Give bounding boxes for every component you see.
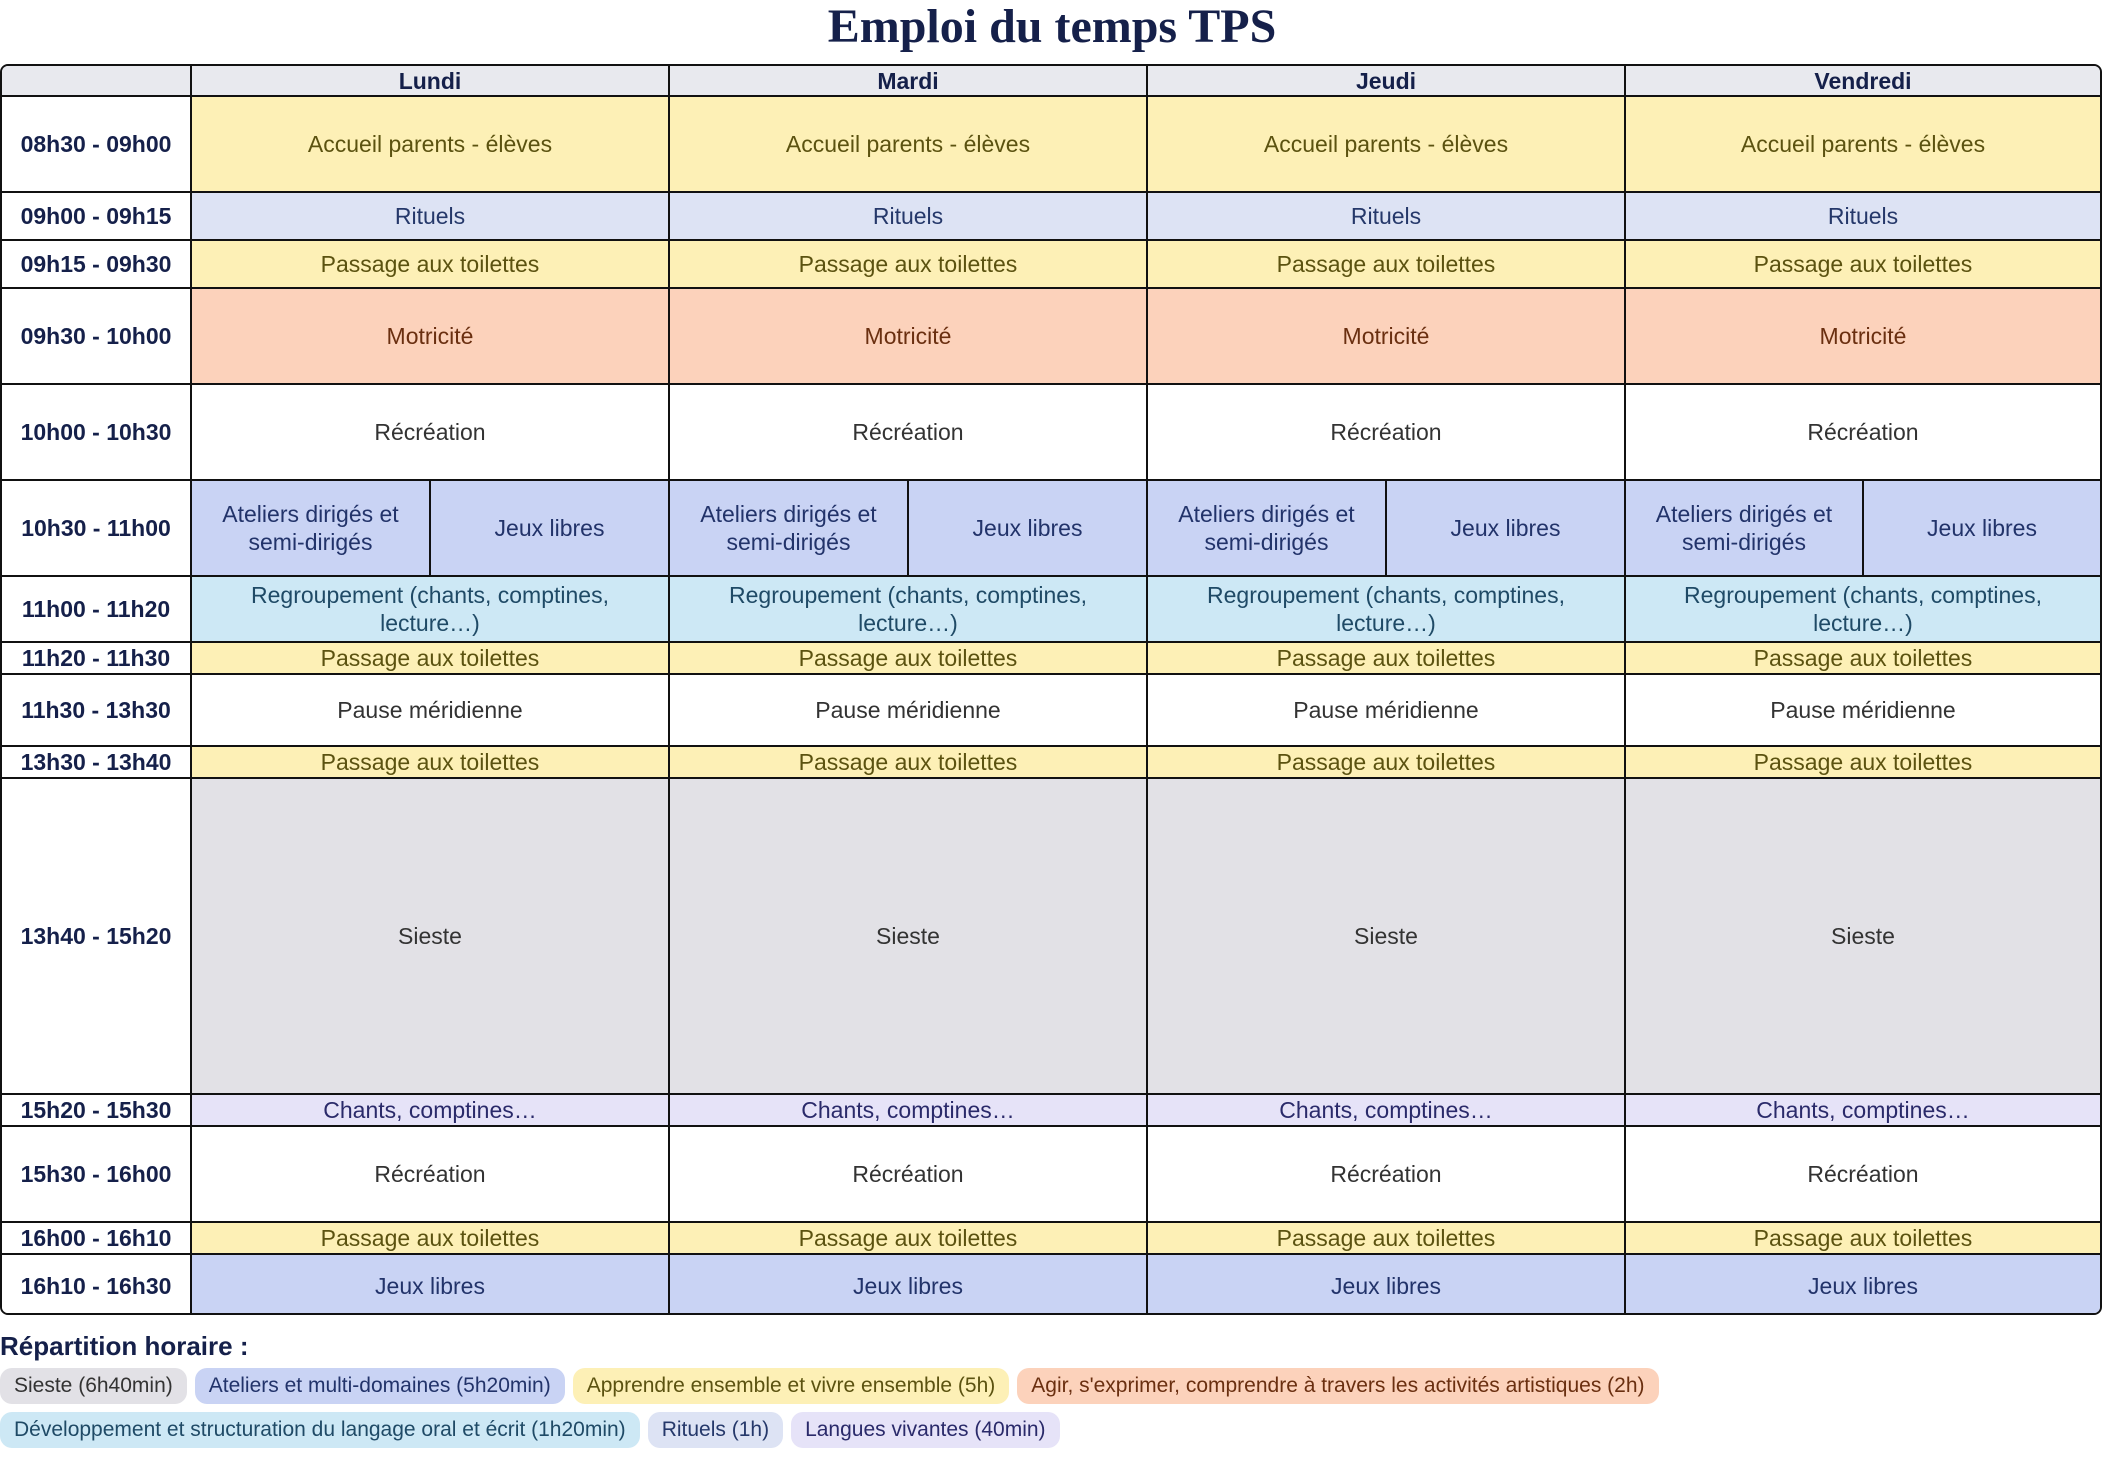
activity-cell-toil: Passage aux toilettes	[1626, 1223, 2102, 1255]
activity-cell-jeux: Jeux libres	[670, 1255, 1148, 1315]
day-header-jeudi: Jeudi	[1148, 66, 1626, 97]
activity-cell-ateliers: Ateliers dirigés et semi-dirigés	[192, 481, 431, 577]
activity-cell-recre: Récréation	[192, 1127, 670, 1223]
activity-cell-ateliers: Ateliers dirigés et semi-dirigés	[670, 481, 909, 577]
legend-chip: Rituels (1h)	[648, 1412, 783, 1448]
activity-cell-toil: Passage aux toilettes	[670, 747, 1148, 779]
page-title: Emploi du temps TPS	[827, 0, 1277, 53]
activity-cell-toil: Passage aux toilettes	[670, 643, 1148, 675]
activity-cell-regroup: Regroupement (chants, comptines, lecture…)	[1626, 577, 2102, 643]
activity-cell-recre: Récréation	[192, 385, 670, 481]
activity-cell-jeux-libres: Jeux libres	[1387, 481, 1626, 577]
activity-cell-toil: Passage aux toilettes	[1148, 747, 1626, 779]
activity-cell-recre: Récréation	[670, 1127, 1148, 1223]
activity-cell-pause: Pause méridienne	[1626, 675, 2102, 747]
activity-cell-regroup: Regroupement (chants, comptines, lecture…)	[1148, 577, 1626, 643]
activity-cell-jeux: Jeux libres	[1626, 1255, 2102, 1315]
time-slot: 10h00 - 10h30	[2, 385, 192, 481]
schedule-table	[0, 64, 2102, 1315]
activity-cell-pause: Pause méridienne	[670, 675, 1148, 747]
activity-cell-accueil: Accueil parents - élèves	[1626, 97, 2102, 193]
activity-cell-toil: Passage aux toilettes	[1148, 643, 1626, 675]
time-slot: 11h30 - 13h30	[2, 675, 192, 747]
activity-cell-jeux-libres: Jeux libres	[431, 481, 670, 577]
activity-cell-accueil: Accueil parents - élèves	[1148, 97, 1626, 193]
activity-cell-jeux-libres: Jeux libres	[909, 481, 1148, 577]
time-slot: 09h00 - 09h15	[2, 193, 192, 241]
activity-cell-chants: Chants, comptines…	[192, 1095, 670, 1127]
activity-cell-motr: Motricité	[1626, 289, 2102, 385]
activity-cell-jeux: Jeux libres	[192, 1255, 670, 1315]
time-slot: 16h00 - 16h10	[2, 1223, 192, 1255]
activity-cell-pause: Pause méridienne	[192, 675, 670, 747]
legend-chip: Agir, s'exprimer, comprendre à travers les activités artistiques (2h)	[1017, 1368, 1658, 1404]
time-slot: 10h30 - 11h00	[2, 481, 192, 577]
activity-cell-sieste: Sieste	[670, 779, 1148, 1095]
header-corner	[2, 66, 192, 97]
activity-cell-motr: Motricité	[1148, 289, 1626, 385]
legend-chip: Ateliers et multi-domaines (5h20min)	[195, 1368, 565, 1404]
activity-cell-motr: Motricité	[192, 289, 670, 385]
activity-cell-accueil: Accueil parents - élèves	[670, 97, 1148, 193]
legend-chip: Apprendre ensemble et vivre ensemble (5h)	[573, 1368, 1010, 1404]
time-slot: 15h20 - 15h30	[2, 1095, 192, 1127]
activity-cell-recre: Récréation	[1626, 385, 2102, 481]
activity-cell-toil: Passage aux toilettes	[192, 747, 670, 779]
activity-cell-sieste: Sieste	[1626, 779, 2102, 1095]
time-slot: 13h30 - 13h40	[2, 747, 192, 779]
activity-cell-rituels: Rituels	[1626, 193, 2102, 241]
activity-cell-jeux: Jeux libres	[1148, 1255, 1626, 1315]
activity-cell-chants: Chants, comptines…	[1148, 1095, 1626, 1127]
activity-cell-ateliers: Ateliers dirigés et semi-dirigés	[1626, 481, 1864, 577]
time-slot: 11h00 - 11h20	[2, 577, 192, 643]
activity-cell-toil: Passage aux toilettes	[1626, 643, 2102, 675]
activity-cell-toil: Passage aux toilettes	[1148, 241, 1626, 289]
activity-cell-accueil: Accueil parents - élèves	[192, 97, 670, 193]
activity-cell-motr: Motricité	[670, 289, 1148, 385]
legend-title: Répartition horaire :	[0, 1331, 249, 1361]
activity-cell-jeux-libres: Jeux libres	[1864, 481, 2102, 577]
activity-cell-toil: Passage aux toilettes	[192, 241, 670, 289]
activity-cell-ateliers: Ateliers dirigés et semi-dirigés	[1148, 481, 1387, 577]
activity-cell-sieste: Sieste	[192, 779, 670, 1095]
activity-cell-toil: Passage aux toilettes	[192, 1223, 670, 1255]
legend-chip: Développement et structuration du langage oral et écrit (1h20min)	[0, 1412, 640, 1448]
day-header-mardi: Mardi	[670, 66, 1148, 97]
activity-cell-chants: Chants, comptines…	[1626, 1095, 2102, 1127]
time-slot: 09h30 - 10h00	[2, 289, 192, 385]
activity-cell-rituels: Rituels	[1148, 193, 1626, 241]
time-slot: 13h40 - 15h20	[2, 779, 192, 1095]
activity-cell-recre: Récréation	[1626, 1127, 2102, 1223]
activity-cell-recre: Récréation	[1148, 385, 1626, 481]
activity-cell-toil: Passage aux toilettes	[670, 1223, 1148, 1255]
legend	[0, 1368, 2104, 1456]
legend-chip: Sieste (6h40min)	[0, 1368, 187, 1404]
activity-cell-toil: Passage aux toilettes	[1148, 1223, 1626, 1255]
activity-cell-chants: Chants, comptines…	[670, 1095, 1148, 1127]
time-slot: 08h30 - 09h00	[2, 97, 192, 193]
activity-cell-toil: Passage aux toilettes	[192, 643, 670, 675]
activity-cell-regroup: Regroupement (chants, comptines, lecture…)	[192, 577, 670, 643]
time-slot: 16h10 - 16h30	[2, 1255, 192, 1315]
activity-cell-toil: Passage aux toilettes	[1626, 241, 2102, 289]
activity-cell-recre: Récréation	[1148, 1127, 1626, 1223]
activity-cell-rituels: Rituels	[192, 193, 670, 241]
time-slot: 11h20 - 11h30	[2, 643, 192, 675]
activity-cell-recre: Récréation	[670, 385, 1148, 481]
activity-cell-toil: Passage aux toilettes	[1626, 747, 2102, 779]
activity-cell-sieste: Sieste	[1148, 779, 1626, 1095]
legend-chip: Langues vivantes (40min)	[791, 1412, 1059, 1448]
activity-cell-toil: Passage aux toilettes	[670, 241, 1148, 289]
day-header-lundi: Lundi	[192, 66, 670, 97]
day-header-vendredi: Vendredi	[1626, 66, 2102, 97]
activity-cell-rituels: Rituels	[670, 193, 1148, 241]
time-slot: 15h30 - 16h00	[2, 1127, 192, 1223]
activity-cell-regroup: Regroupement (chants, comptines, lecture…)	[670, 577, 1148, 643]
activity-cell-pause: Pause méridienne	[1148, 675, 1626, 747]
time-slot: 09h15 - 09h30	[2, 241, 192, 289]
